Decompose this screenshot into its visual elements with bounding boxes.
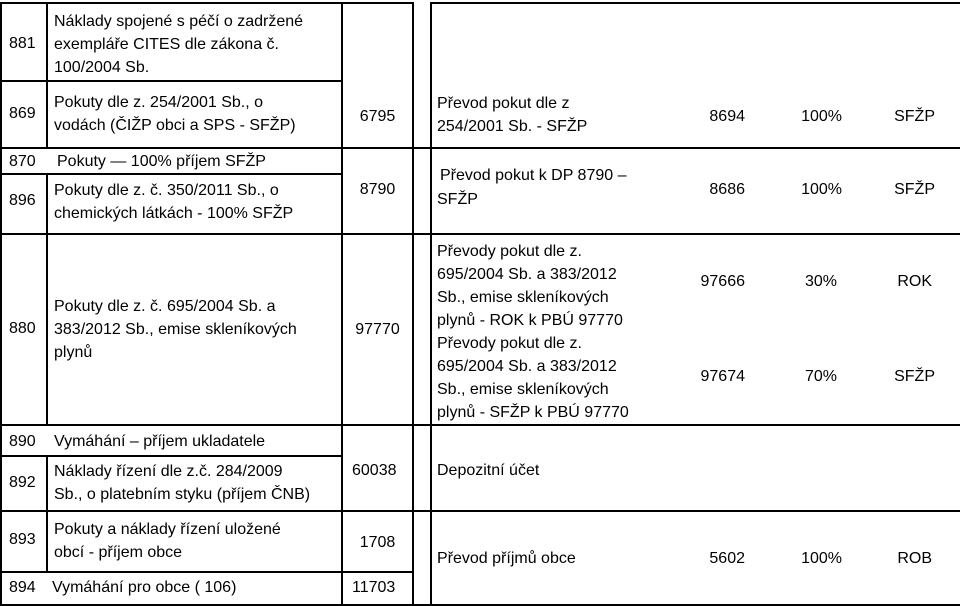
row-869-split-account: 8694 xyxy=(709,108,745,125)
row-894-account: 11703 xyxy=(352,579,396,596)
row-880-transfer-6: 695/2004 Sb. a 383/2012 xyxy=(437,358,617,375)
row-896-account: 8790 xyxy=(359,181,396,198)
row-869-desc-2: vodách (ČIŽP obci a SPS - SFŽP) xyxy=(54,117,296,134)
row-880-desc-1: Pokuty dle z. č. 695/2004 Sb. a xyxy=(54,298,276,315)
grid-line xyxy=(0,173,342,175)
grid-line xyxy=(46,173,48,233)
row-896-split-percent: 100% xyxy=(801,181,842,198)
grid-line xyxy=(0,147,960,149)
row-896-desc-2: chemických látkách - 100% SFŽP xyxy=(54,205,294,222)
row-880-account: 97770 xyxy=(355,321,400,338)
grid-line xyxy=(430,2,432,606)
grid-line xyxy=(46,2,48,147)
row-896-split-fund: SFŽP xyxy=(894,181,935,198)
row-893-desc-1: Pokuty a náklady řízení uložené xyxy=(54,521,281,538)
row-880-split2-account: 97674 xyxy=(700,368,745,385)
row-894-desc: Vymáhání pro obce ( 106) xyxy=(52,579,237,596)
row-880-transfer-2: 695/2004 Sb. a 383/2012 xyxy=(437,266,617,283)
grid-line xyxy=(0,455,342,457)
grid-line xyxy=(0,80,342,82)
grid-line xyxy=(0,233,960,235)
row-869-account: 6795 xyxy=(359,108,396,125)
row-893-split-account: 5602 xyxy=(709,550,745,567)
row-896-transfer-1: Převod pokut k DP 8790 – xyxy=(440,167,627,184)
grid-line xyxy=(430,2,960,4)
row-881-desc-3: 100/2004 Sb. xyxy=(54,59,150,76)
row-892-code: 892 xyxy=(9,474,36,491)
row-896-split-account: 8686 xyxy=(709,181,745,198)
row-892-desc-2: Sb., o platebním styku (příjem ČNB) xyxy=(54,486,311,503)
row-896-desc-1: Pokuty dle z. č. 350/2011 Sb., o xyxy=(54,182,279,199)
row-880-transfer-3: Sb., emise skleníkových xyxy=(437,289,609,306)
row-869-desc-1: Pokuty dle z. 254/2001 Sb., o xyxy=(54,94,264,111)
row-890-code: 890 xyxy=(9,433,36,450)
row-869-split-fund: SFŽP xyxy=(894,108,935,125)
grid-line xyxy=(412,2,414,606)
row-893-transfer: Převod příjmů obce xyxy=(437,550,576,567)
row-881-desc-1: Náklady spojené s péčí o zadržené xyxy=(54,13,304,30)
grid-line xyxy=(341,2,343,606)
row-880-desc-3: plynů xyxy=(54,344,93,361)
row-880-split2-fund: SFŽP xyxy=(894,368,935,385)
row-896-code: 896 xyxy=(9,192,36,209)
grid-line xyxy=(0,510,960,512)
row-880-transfer-5: Převody pokut dle z. xyxy=(437,335,582,352)
row-893-split-fund: ROB xyxy=(897,550,932,567)
row-892-account: 60038 xyxy=(352,462,397,479)
grid-line xyxy=(46,233,48,424)
row-869-code: 869 xyxy=(9,105,36,122)
row-880-split1-account: 97666 xyxy=(700,273,745,290)
row-894-code: 894 xyxy=(9,579,36,596)
grid-line xyxy=(0,2,412,4)
grid-line xyxy=(0,424,960,426)
row-880-split2-percent: 70% xyxy=(804,368,837,385)
row-869-transfer-1: Převod pokut dle z xyxy=(437,95,570,112)
row-893-desc-2: obcí - příjem obce xyxy=(54,544,183,561)
row-880-split1-fund: ROK xyxy=(897,273,932,290)
grid-line xyxy=(0,571,412,573)
row-881-desc-2: exempláře CITES dle zákona č. xyxy=(54,36,279,53)
row-869-split-percent: 100% xyxy=(801,108,842,125)
row-869-transfer-2: 254/2001 Sb. - SFŽP xyxy=(437,118,588,135)
row-880-transfer-4: plynů - ROK k PBÚ 97770 xyxy=(437,312,623,329)
row-880-split1-percent: 30% xyxy=(804,273,837,290)
row-880-transfer-8: plynů - SFŽP k PBÚ 97770 xyxy=(437,404,629,421)
row-890-desc: Vymáhání – příjem ukladatele xyxy=(54,433,266,450)
row-893-account: 1708 xyxy=(359,534,396,551)
row-881-code: 881 xyxy=(9,35,36,52)
row-880-transfer-1: Převody pokut dle z. xyxy=(437,243,582,260)
row-880-transfer-7: Sb., emise skleníkových xyxy=(437,381,609,398)
row-870-code: 870 xyxy=(9,153,36,170)
row-896-transfer-2: SFŽP xyxy=(437,191,478,208)
row-892-desc-1: Náklady řízení dle z.č. 284/2009 xyxy=(54,463,283,480)
grid-line xyxy=(46,455,48,571)
row-880-desc-2: 383/2012 Sb., emise skleníkových xyxy=(54,321,297,338)
row-893-code: 893 xyxy=(9,531,36,548)
row-870-desc: Pokuty — 100% příjem SFŽP xyxy=(57,153,266,170)
row-880-code: 880 xyxy=(9,320,36,337)
row-892-transfer: Depozitní účet xyxy=(437,462,540,479)
row-893-split-percent: 100% xyxy=(801,550,842,567)
grid-line xyxy=(0,2,2,606)
